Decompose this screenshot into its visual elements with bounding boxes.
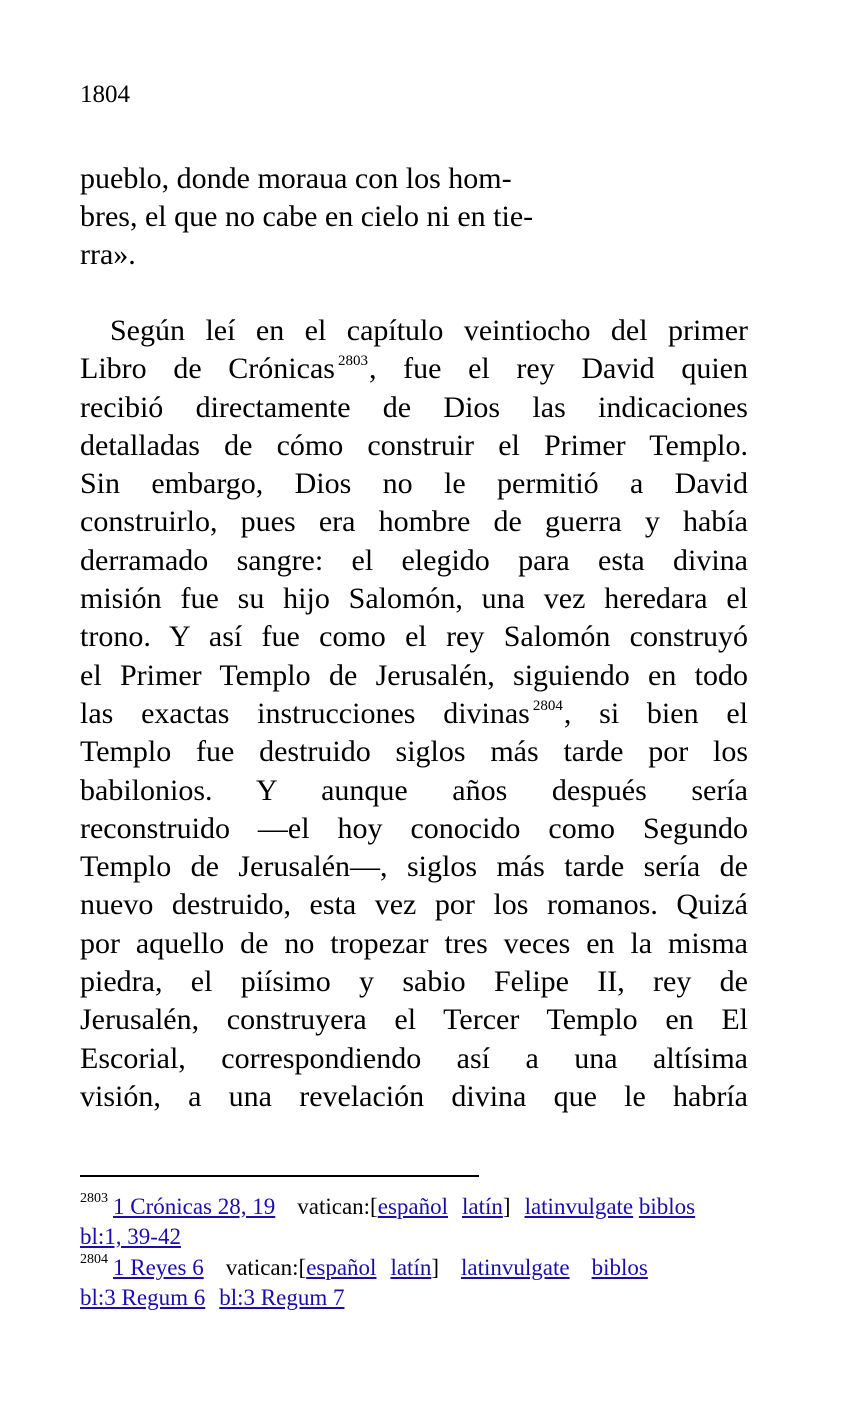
bible-ref-link[interactable]: 1 Reyes 6 [113,1255,204,1280]
footnote-line [80,1253,750,1283]
footnote-line [80,1283,750,1313]
text-line: nuevo destruido, esta vez por los romanos. Quizá [80,888,748,922]
footnote-line [80,1192,750,1222]
bl-link[interactable]: bl:3 Regum 6 [80,1285,206,1310]
quote-line: pueblo, donde moraua con los hom- [80,162,512,195]
footnote-separator [80,1175,479,1177]
footnote-line [80,1222,750,1252]
text-line: Escorial, correspondiendo así a una altísima [80,1041,748,1075]
footnote-2804 [80,1253,750,1313]
vatican-label: vatican:[ [225,1255,307,1280]
text-line: Según leí en el capítulo veintiocho del primer [110,314,748,347]
espanol-link[interactable]: español [377,1194,448,1219]
text-line: construirlo, pues era hombre de guerra y había [80,505,748,539]
text-line: babilonios. Y aunque años después sería [80,773,748,807]
quote-line: bres, el que no cabe en cielo ni en tie- [80,200,534,233]
text-line: trono. Y así fue como el rey Salomón construyó [80,620,748,654]
footnote-ref-2804[interactable]: 2804 [532,697,563,714]
text-line: visión, a una revelación divina que le habría [80,1079,748,1113]
footnote-ref-2803[interactable]: 2803 [337,353,368,370]
bracket-close: ] [431,1255,440,1280]
bible-ref-link[interactable]: 1 Crónicas 28, 19 [113,1194,276,1219]
page-number: 1804 [80,81,130,108]
bl-link[interactable]: bl:3 Regum 7 [219,1285,345,1310]
text-line: recibió directamente de Dios las indicaciones [80,390,748,424]
text-fragment: las exactas instrucciones divinas [80,696,530,730]
body-paragraph [80,312,748,1116]
latin-link[interactable]: latín [390,1255,432,1280]
text-line: piedra, el piísimo y sabio Felipe II, rey de [80,965,748,999]
quote-line: rra». [80,238,136,271]
text-fragment: , si bien el [563,696,748,730]
text-line: derramado sangre: el elegido para esta divina [80,543,748,577]
quote-continuation [80,160,533,274]
text-line: detalladas de cómo construir el Primer Templo. [80,428,748,462]
text-fragment: , fue el rey David quien [368,352,748,386]
bl-link[interactable]: bl:1, 39-42 [80,1224,181,1249]
biblos-link[interactable]: biblos [591,1255,648,1280]
text-line [80,695,748,733]
text-line: misión fue su hijo Salomón, una vez heredara el [80,582,748,616]
text-line: Templo fue destruido siglos más tarde por los [80,735,748,769]
bracket-close: ] [502,1194,511,1219]
latinvulgate-link[interactable]: latinvulgate [461,1255,570,1280]
text-line: por aquello de no tropezar tres veces en la misma [80,926,748,960]
espanol-link[interactable]: español [306,1255,377,1280]
text-fragment: Libro de Crónicas [80,352,335,386]
footnote-number: 2803 [80,1191,108,1206]
text-line: reconstruido —el hoy conocido como Segundo [80,811,748,845]
text-line: Templo de Jerusalén—, siglos más tarde sería de [80,850,748,884]
text-line: Sin embargo, Dios no le permitió a David [80,467,748,501]
footnote-2803 [80,1192,750,1252]
latin-link[interactable]: latín [462,1194,503,1219]
text-line: Jerusalén, construyera el Tercer Templo en El [80,1003,748,1037]
vatican-label: vatican:[ [297,1194,378,1219]
text-line [80,350,748,388]
latinvulgate-link[interactable]: latinvulgate [524,1194,634,1219]
footnote-number: 2804 [80,1252,108,1267]
text-line: el Primer Templo de Jerusalén, siguiendo en todo [80,658,748,692]
biblos-link[interactable]: biblos [638,1194,696,1219]
